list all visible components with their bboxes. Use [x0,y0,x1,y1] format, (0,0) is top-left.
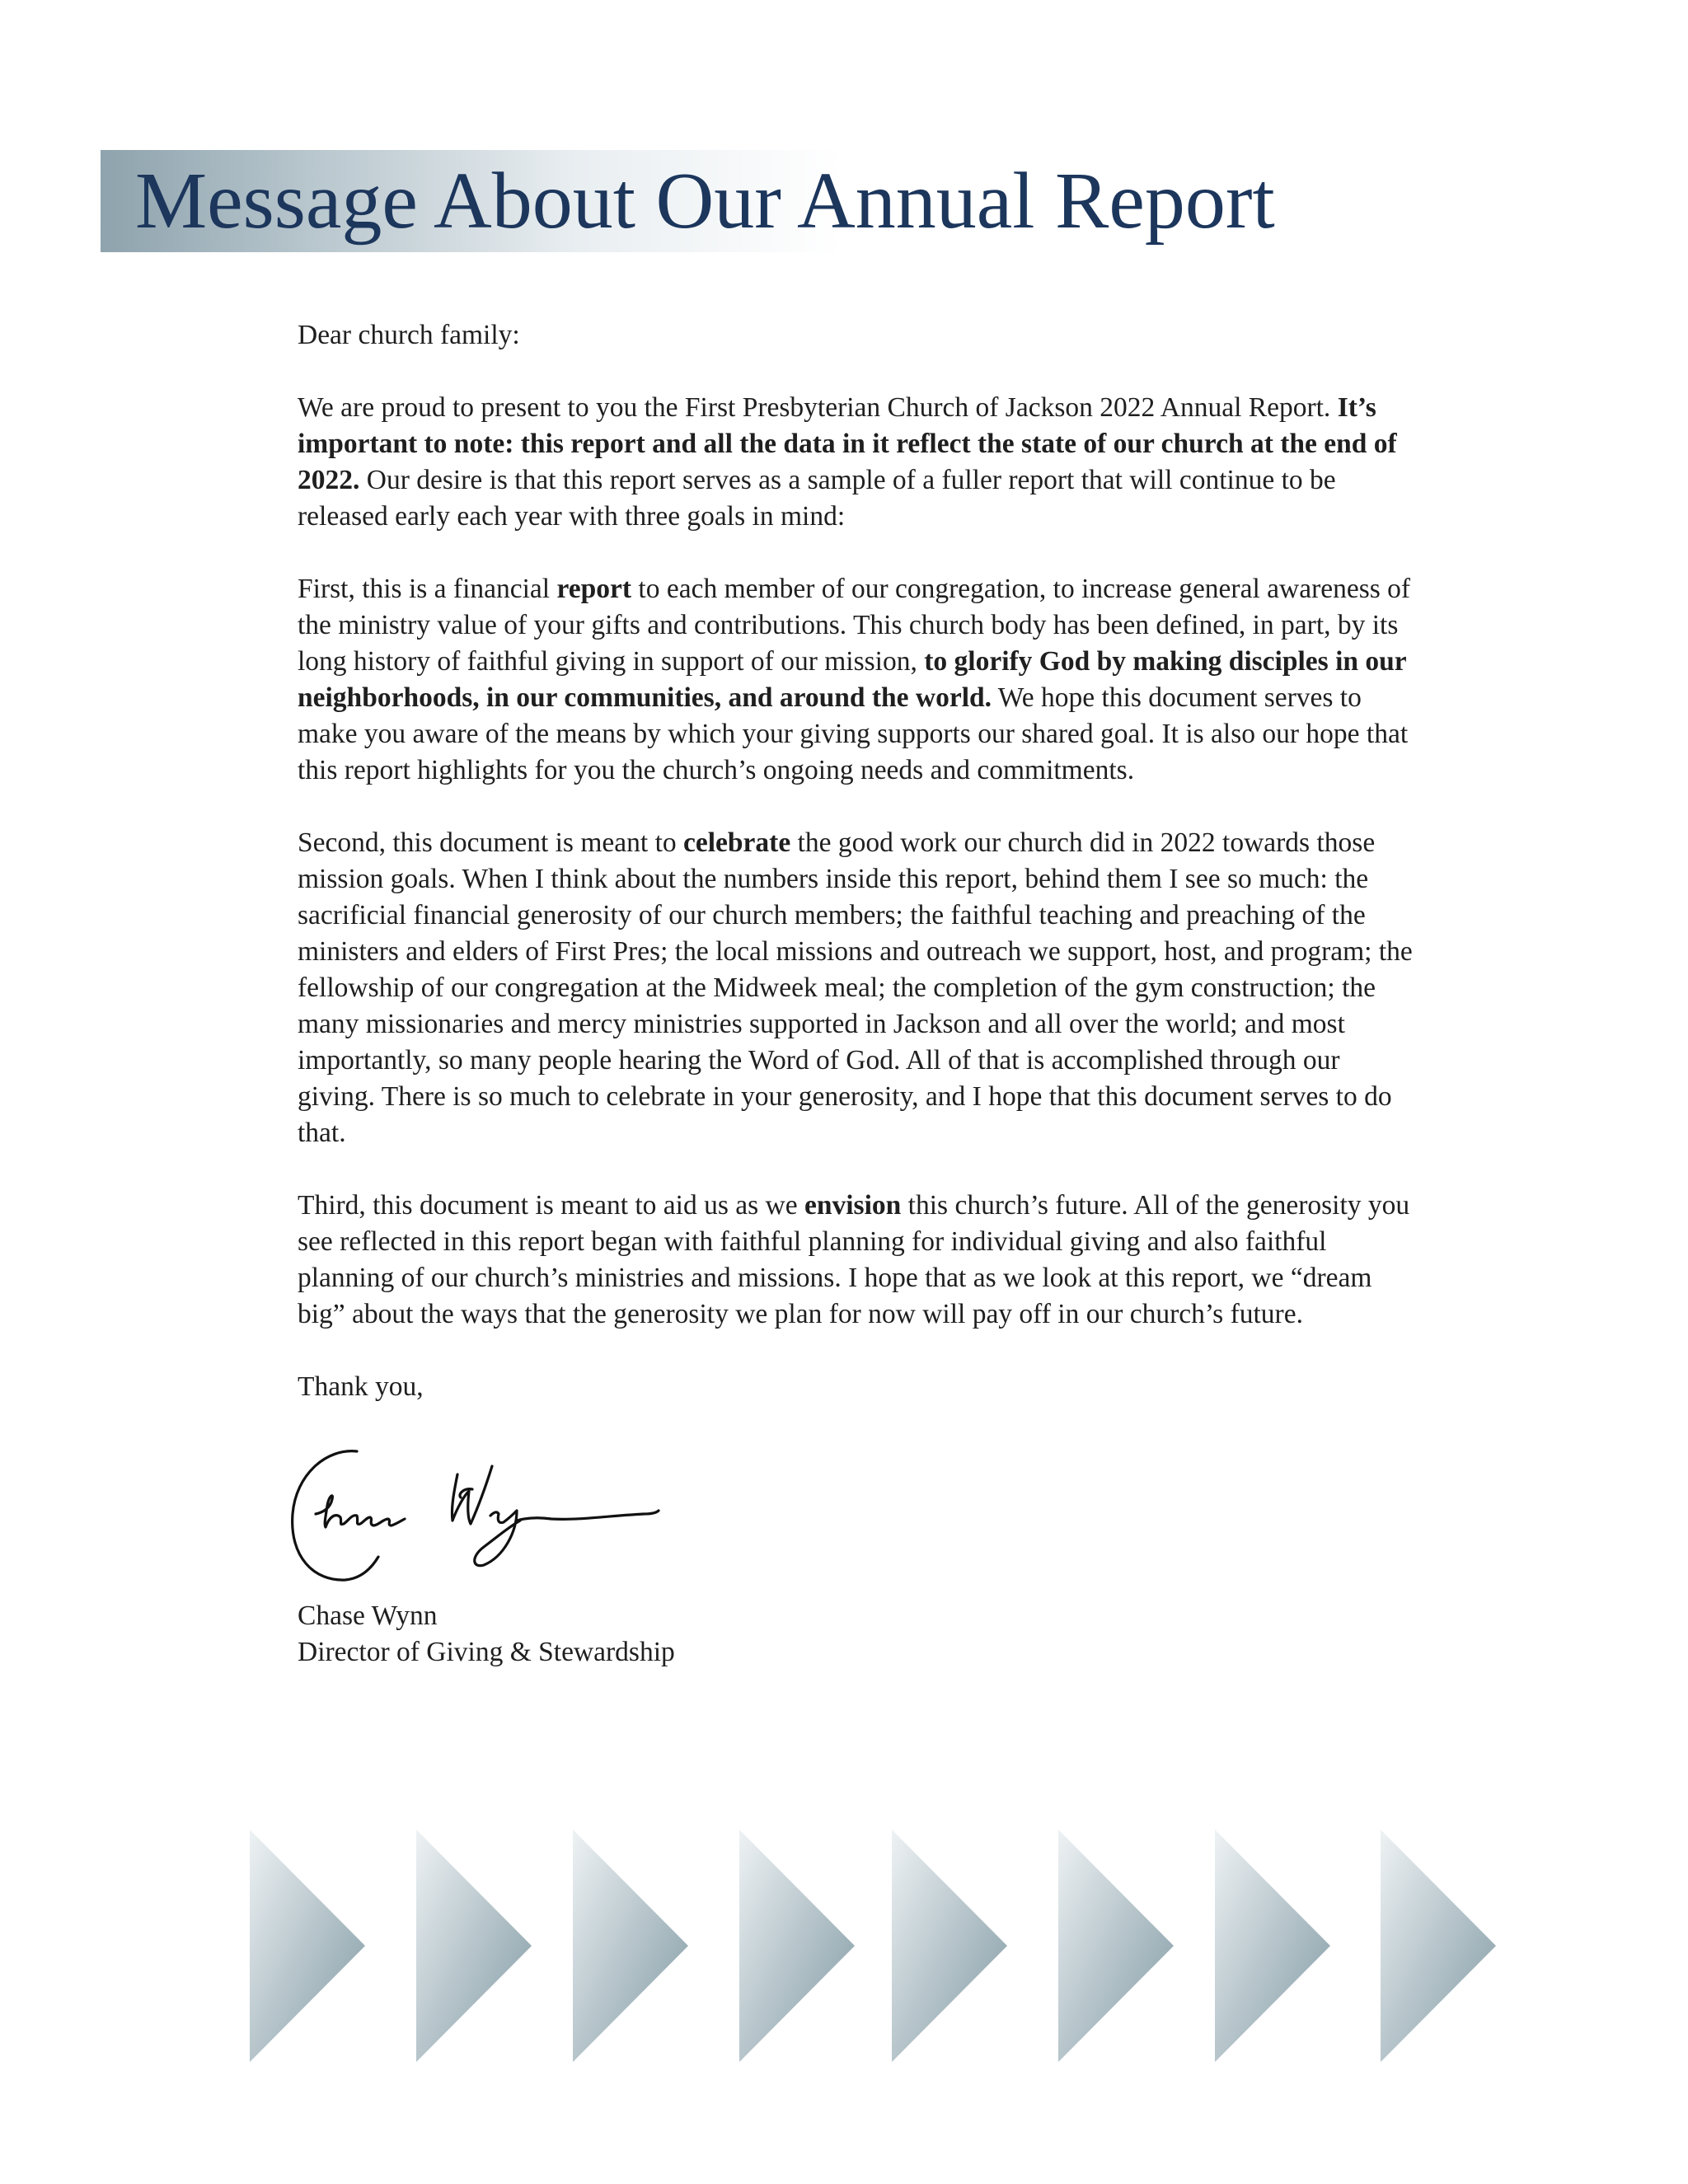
emphasized-text: envision [804,1190,902,1221]
body-paragraph [298,571,1418,789]
paragraph-text: Our desire is that this report serves as a sample of a fuller report that will continue to be released early each year with three goals in mind: [298,465,1336,532]
emphasized-text: report [556,574,632,604]
signature-image [281,1441,660,1598]
paragraph-text: First, this is a financial [298,574,557,604]
body-paragraph [298,390,1418,535]
chevron-arrow-icon [892,1830,1007,2062]
signer-title: Director of Giving & Stewardship [298,1637,675,1667]
chevron-arrow-icon [573,1830,688,2062]
body-paragraph [298,1188,1418,1333]
chevron-arrow-icon [416,1830,532,2062]
paragraph-text: We are proud to present to you the First Presbyterian Church of Jackson 2022 Annual Report. [298,392,1338,423]
chevron-arrow-icon [1381,1830,1496,2062]
closing-line: Thank you, [298,1371,424,1402]
paragraph-text: the good work our church did in 2022 towards those mission goals. When I think about the numbers inside this report, behind them I see so much: the sacrificial financial generosity of our church members; the faithful teaching and preaching of the ministers and elders of First Pres; the local missions and outreach we support, host, and program; the fellowship of our congregation at the Midweek meal; the completion of the gym construction; the many missionaries and mercy ministries supported in Jackson and all over the world; and most importantly, so many people hearing the Word of God. All of that is accomplished through our giving. There is so much to celebrate in your generosity, and I hope that this document serves to do that. [298,827,1413,1148]
paragraph-text: We hope this document serves to make you aware of the means by which your giving supports our shared goal. It is also our hope that this report highlights for you the church’s ongoing needs and commitments. [298,682,1409,785]
decorative-arrow-row [0,1830,1688,2062]
chevron-arrow-icon [1215,1830,1330,2062]
emphasized-text: celebrate [683,827,791,858]
letter-paragraphs [298,390,1418,1333]
page-title: Message About Our Annual Report [135,157,1275,246]
paragraph-text: Third, this document is meant to aid us as we [298,1190,804,1221]
paragraph-text: this church’s future. All of the generosity you see reflected in this report began with faithful planning for individual giving and also faithful planning of our church’s ministries and missions. I hope that as we look at this report, we “dream big” about the ways that the generosity we plan for now will pay off in our church’s future. [298,1190,1410,1329]
emphasized-text: to glorify God by making disciples in our neighborhoods, in our communities, and around the world. [298,646,1407,713]
signer-name: Chase Wynn [298,1601,438,1631]
emphasized-text: It’s important to note: this report and all the data in it reflect the state of our church at the end of 2022. [298,392,1397,495]
chevron-arrow-icon [250,1830,365,2062]
chevron-arrow-icon [1058,1830,1174,2062]
paragraph-text: Second, this document is meant to [298,827,684,858]
chevron-arrow-icon [739,1830,855,2062]
salutation: Dear church family: [298,320,520,350]
paragraph-text: to each member of our congregation, to increase general awareness of the ministry value of your gifts and contributions. This church body has been defined, in part, by its long history of faithful giving in support of our mission, [298,574,1411,677]
letter-body [298,317,1418,1671]
body-paragraph [298,825,1418,1151]
